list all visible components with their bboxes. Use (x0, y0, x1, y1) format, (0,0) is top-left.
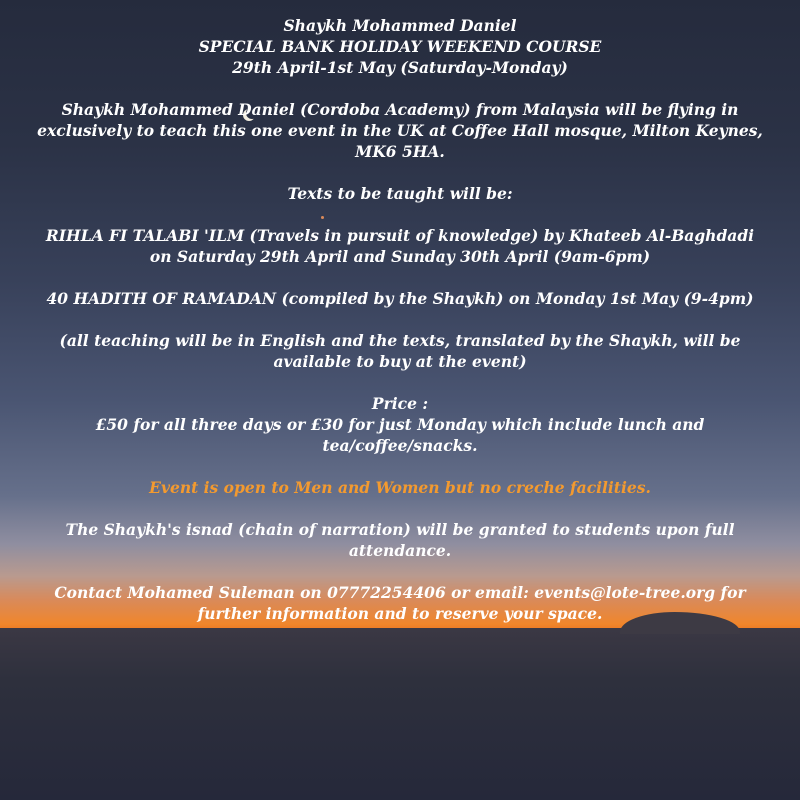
flyer-text (20, 15, 780, 624)
text-2: 40 HADITH OF RAMADAN (compiled by the Shaykh) on Monday 1st May (9-4pm) (46, 289, 754, 308)
price-label: Price : (371, 394, 429, 413)
course-title: SPECIAL BANK HOLIDAY WEEKEND COURSE (198, 37, 602, 56)
price-line-2: tea/coffee/snacks. (322, 436, 478, 455)
course-dates: 29th April-1st May (Saturday-Monday) (232, 58, 568, 77)
speaker-name: Shaykh Mohammed Daniel (283, 16, 517, 35)
price-line-1: £50 for all three days or £30 for just Monday which include lunch and (95, 415, 705, 434)
text-1-line-1: RIHLA FI TALABI 'ILM (Travels in pursuit of knowledge) by Khateeb Al-Baghdadi (45, 226, 755, 245)
language-note-line-1: (all teaching will be in English and the texts, translated by the Shaykh, will be (59, 331, 741, 350)
intro-line-1: Shaykh Mohammed Daniel (Cordoba Academy) from Malaysia will be flying in (61, 100, 739, 119)
eligibility-note: Event is open to Men and Women but no creche facilities. (149, 478, 651, 497)
isnad-line-2: attendance. (348, 541, 452, 560)
language-note-line-2: available to buy at the event) (273, 352, 527, 371)
text-1-line-2: on Saturday 29th April and Sunday 30th April (9am-6pm) (149, 247, 651, 266)
intro-line-2: exclusively to teach this one event in the UK at Coffee Hall mosque, Milton Keynes, (37, 121, 763, 140)
texts-heading: Texts to be taught will be: (287, 184, 513, 203)
horizon-ground (0, 628, 800, 800)
contact-line-2: further information and to reserve your space. (197, 604, 603, 623)
intro-line-3: MK6 5HA. (355, 142, 445, 161)
isnad-line-1: The Shaykh's isnad (chain of narration) will be granted to students upon full (65, 520, 735, 539)
contact-line-1: Contact Mohamed Suleman on 07772254406 or email: events@lote-tree.org for (54, 583, 746, 602)
